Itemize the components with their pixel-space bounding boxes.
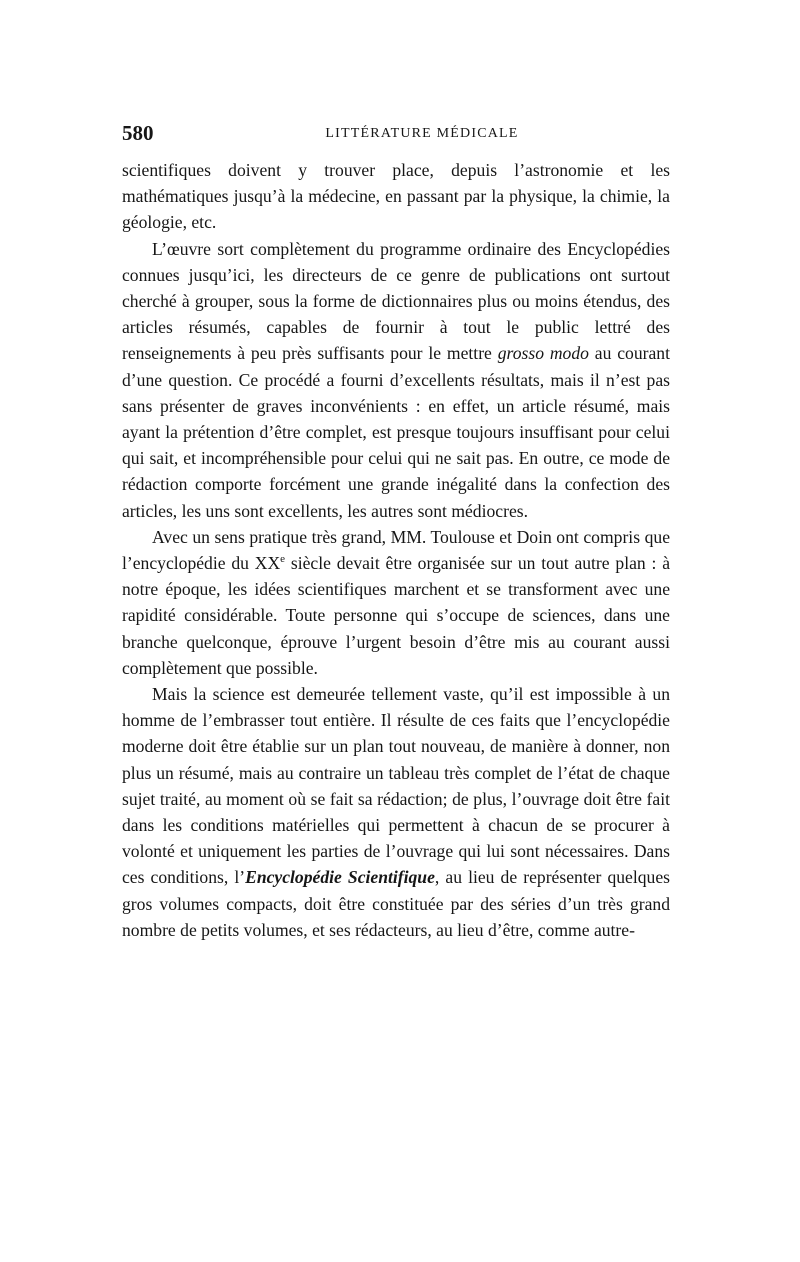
running-head: LITTÉRATURE MÉDICALE [325,126,519,141]
paragraph-4 [122,681,670,943]
paragraph-4-text-b: , au lieu de représenter quelques gros volumes compacts, doit être constituée par des séries d’un très grand nombre de petits volumes, et ses rédacteurs, au lieu d’être, comme autre- [122,867,670,940]
paragraph-2-italic: grosso modo [497,343,589,364]
paragraph-4-italic: Encyclopédie Scientifique [245,867,435,888]
paragraph-2-text-b: au courant d’une question. Ce procédé a fourni d’excellents résultats, mais il n’est pas sans présenter de graves inconvénients : en effet, un article résumé, mais ayant la prétention d’être complet, est presque toujours insuffisant pour celui qui sait, et incompréhensible pour celui qui ne sait pas. En outre, ce mode de rédaction comporte forcément une grande inégalité dans la confection des articles, les uns sont excellents, les autres sont médiocres. [122,343,670,521]
page-header [122,118,672,148]
paragraph-2-text-a: L’œuvre sort complètement du programme ordinaire des Encyclopédies connues jusqu’ici, les directeurs de ce genre de publications ont surtout cherché à grouper, sous la forme de dictionnaires plus ou moins étendus, des articles résumés, capables de fournir à tout le public lettré des renseignements à peu près suffisants pour le mettre [122,238,670,364]
paragraph-3-text-a: Avec un sens pratique très grand, MM. Toulouse et Doin ont compris que l’encyclopédie du XX [122,526,670,574]
page-number: 580 [122,121,154,145]
paragraph-3-text-b: siècle devait être organisée sur un tout autre plan : à notre époque, les idées scientifiques marchent et se transforment avec une rapidité considérable. Toute personne qui s’occupe de sciences, dans une branche quelconque, éprouve l’urgent besoin d’être mis au courant aussi complètement que possible. [122,553,670,678]
paragraph-2 [122,236,670,524]
body-text [122,157,670,943]
paragraph-3 [122,524,670,681]
paragraph-4-text-a: Mais la science est demeurée tellement vaste, qu’il est impossible à un homme de l’embrasser tout entière. Il résulte de ces faits que l’encyclopédie moderne doit être établie sur un plan tout nouveau, de manière à donner, non plus un résumé, mais au contraire un tableau très complet de l’état de chaque sujet traité, au moment où se fait sa rédaction; de plus, l’ouvrage doit être fait dans les conditions matérielles qui permettent à chacun de se procurer à volonté et uniquement les parties de l’ouvrage qui lui sont nécessaires. Dans ces conditions, l’ [122,684,670,888]
paragraph-3-superscript: e [280,553,286,566]
paragraph-1-text: scientifiques doivent y trouver place, depuis l’astronomie et les mathématiques jusqu’à la médecine, en passant par la physique, la chimie, la géologie, etc. [122,160,670,233]
paragraph-1 [122,157,670,236]
